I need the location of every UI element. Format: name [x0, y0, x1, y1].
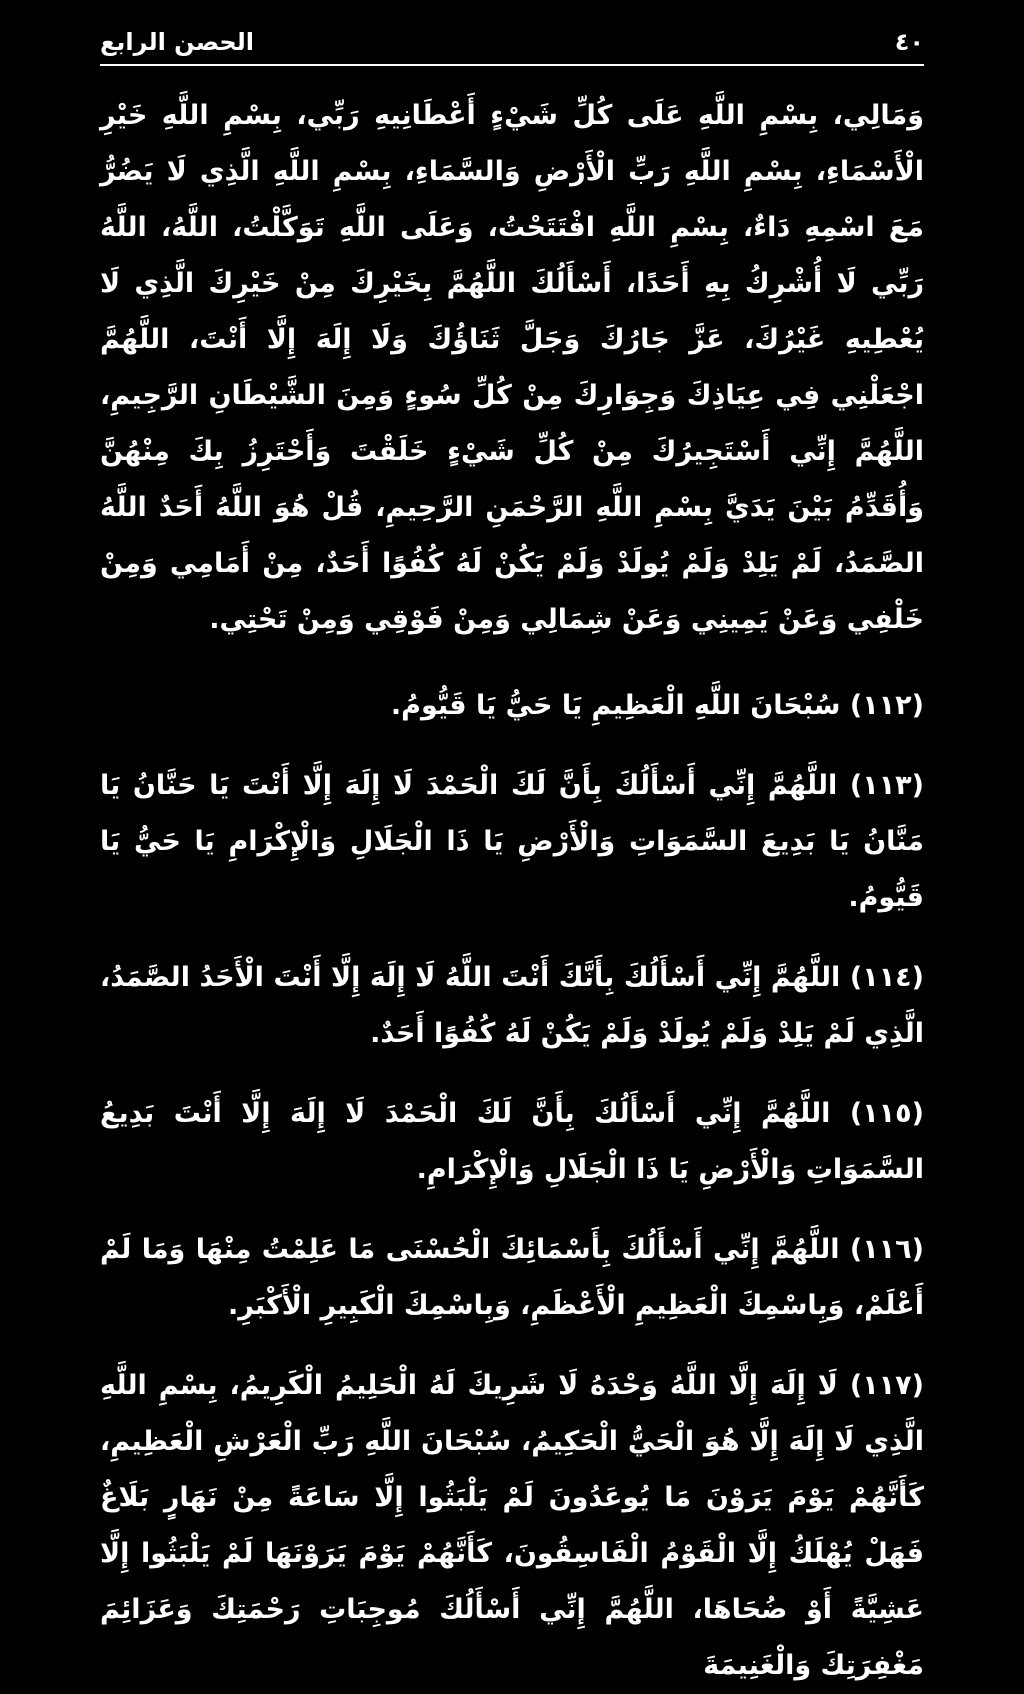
page-header: [100, 28, 924, 60]
page-body: [100, 88, 924, 1694]
entry-number: (١١٦): [849, 1234, 924, 1265]
entry-116: [100, 1222, 924, 1334]
entry-number: (١١٤): [849, 962, 925, 993]
entry-text: اللَّهُمَّ إِنِّي أَسْأَلُكَ بِأَنَّ لَكَ الْحَمْدَ لَا إِلَهَ إِلَّا أَنْتَ بَدِيعُ السَّمَوَاتِ وَالْأَرْضِ يَا ذَا الْجَلَالِ وَالْإِكْرَامِ.: [100, 1098, 924, 1185]
entry-number: (١١٢): [849, 690, 924, 721]
entry-text: اللَّهُمَّ إِنِّي أَسْأَلُكَ بِأَسْمَائِكَ الْحُسْنَى مَا عَلِمْتُ مِنْهَا وَمَا لَمْ أَعْلَمْ، وَبِاسْمِكَ الْعَظِيمِ الْأَعْظَمِ، وَبِاسْمِكَ الْكَبِيرِ الْأَكْبَرِ.: [100, 1234, 924, 1321]
entry-text: لَا إِلَهَ إِلَّا اللَّهُ وَحْدَهُ لَا شَرِيكَ لَهُ الْحَلِيمُ الْكَرِيمُ، بِسْمِ اللَّهِ الَّذِي لَا إِلَهَ إِلَّا هُوَ الْحَيُّ الْحَكِيمُ، سُبْحَانَ اللَّهِ رَبِّ الْعَرْشِ الْعَظِيمِ، كَأَنَّهُمْ يَوْمَ يَرَوْنَ مَا يُوعَدُونَ لَمْ يَلْبَثُوا إِلَّا سَاعَةً مِنْ نَهَارٍ بَلَاغٌ فَهَلْ يُهْلَكُ إِلَّا الْقَوْمُ الْفَاسِقُونَ، كَأَنَّهُمْ يَوْمَ يَرَوْنَهَا لَمْ يَلْبَثُوا إِلَّا عَشِيَّةً أَوْ ضُحَاهَا، اللَّهُمَّ إِنِّي أَسْأَلُكَ مُوجِبَاتِ رَحْمَتِكَ وَعَزَائِمَ مَغْفِرَتِكَ وَالْغَنِيمَةَ: [100, 1370, 924, 1681]
entry-115: [100, 1086, 924, 1198]
entry-text: اللَّهُمَّ إِنِّي أَسْأَلُكَ بِأَنَّكَ أَنْتَ اللَّهُ لَا إِلَهَ إِلَّا أَنْتَ الْأَحَدُ الصَّمَدُ، الَّذِي لَمْ يَلِدْ وَلَمْ يُولَدْ وَلَمْ يَكُنْ لَهُ كُفُوًا أَحَدٌ.: [100, 962, 924, 1049]
intro-paragraph: وَمَالِي، بِسْمِ اللَّهِ عَلَى كُلِّ شَيْءٍ أَعْطَانِيهِ رَبِّي، بِسْمِ اللَّهِ خَيْرِ الْأَسْمَاءِ، بِسْمِ اللَّهِ رَبِّ الْأَرْضِ وَالسَّمَاءِ، بِسْمِ اللَّهِ الَّذِي لَا يَضُرُّ مَعَ اسْمِهِ دَاءٌ، بِسْمِ اللَّهِ افْتَتَحْتُ، وَعَلَى اللَّهِ تَوَكَّلْتُ، اللَّهُ، اللَّهُ رَبِّي لَا أُشْرِكُ بِهِ أَحَدًا، أَسْأَلُكَ اللَّهُمَّ بِخَيْرِكَ مِنْ خَيْرِكَ الَّذِي لَا يُعْطِيهِ غَيْرُكَ، عَزَّ جَارُكَ وَجَلَّ ثَنَاؤُكَ وَلَا إِلَهَ إِلَّا أَنْتَ، اللَّهُمَّ اجْعَلْنِي فِي عِيَاذِكَ وَجِوَارِكَ مِنْ كُلِّ سُوءٍ وَمِنَ الشَّيْطَانِ الرَّجِيمِ، اللَّهُمَّ إِنِّي أَسْتَجِيرُكَ مِنْ كُلِّ شَيْءٍ خَلَقْتَ وَأَحْتَرِزُ بِكَ مِنْهُنَّ وَأُقَدِّمُ بَيْنَ يَدَيَّ بِسْمِ اللَّهِ الرَّحْمَنِ الرَّحِيمِ، قُلْ هُوَ اللَّهُ أَحَدٌ اللَّهُ الصَّمَدُ، لَمْ يَلِدْ وَلَمْ يُولَدْ وَلَمْ يَكُنْ لَهُ كُفُوًا أَحَدٌ، مِنْ أَمَامِي وَمِنْ خَلْفِي وَعَنْ يَمِينِي وَعَنْ شِمَالِي وَمِنْ فَوْقِي وَمِنْ تَحْتِي.: [100, 100, 924, 635]
header-rule: [100, 64, 924, 66]
page-number: ٤٠: [894, 28, 924, 56]
entry-number: (١١٧): [849, 1370, 924, 1401]
entry-text: سُبْحَانَ اللَّهِ الْعَظِيمِ يَا حَيُّ يَا قَيُّومُ.: [390, 690, 841, 721]
entry-117: [100, 1358, 924, 1694]
entry-number: (١١٥): [849, 1098, 924, 1129]
entry-112: [100, 678, 924, 734]
entry-113: [100, 758, 924, 926]
entry-number: (١١٣): [849, 770, 925, 801]
running-title: الحصن الرابع: [100, 28, 254, 56]
entry-text: اللَّهُمَّ إِنِّي أَسْأَلُكَ بِأَنَّ لَكَ الْحَمْدَ لَا إِلَهَ إِلَّا أَنْتَ يَا حَنَّانُ يَا مَنَّانُ يَا بَدِيعَ السَّمَوَاتِ وَالْأَرْضِ يَا ذَا الْجَلَالِ وَالْإِكْرَامِ يَا حَيُّ يَا قَيُّومُ.: [100, 770, 924, 913]
entry-114: [100, 950, 924, 1062]
